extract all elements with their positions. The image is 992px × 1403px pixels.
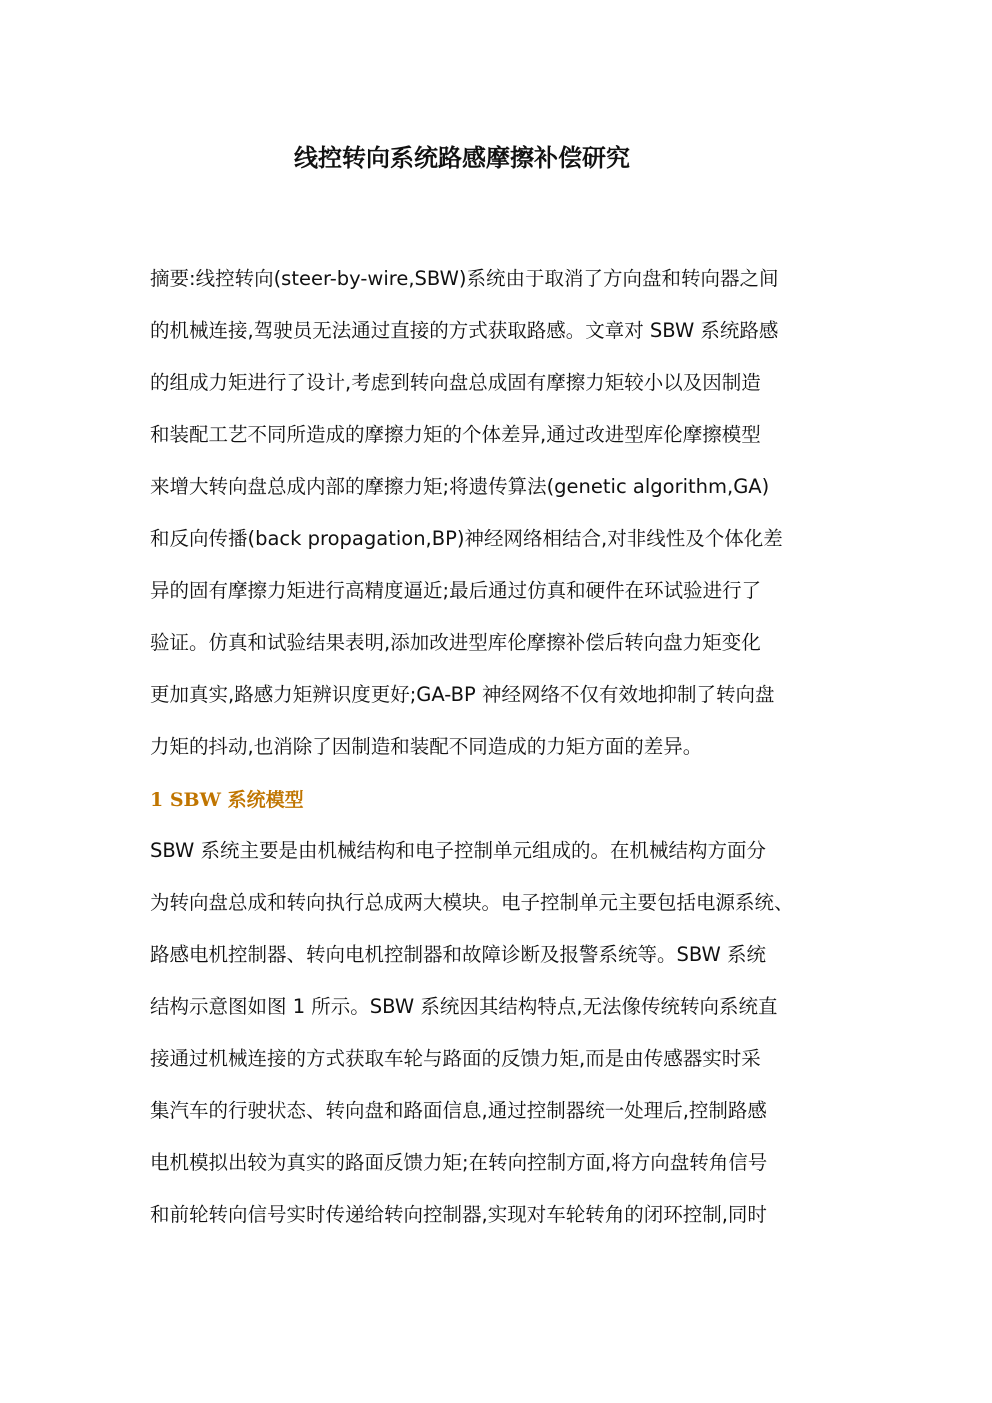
abstract-line: 力矩的抖动,也消除了因制造和装配不同造成的力矩方面的差异。 <box>150 735 703 758</box>
abstract-line: 和装配工艺不同所造成的摩擦力矩的个体差异,通过改进型库伦摩擦模型 <box>150 423 761 446</box>
abstract-line: 验证。仿真和试验结果表明,添加改进型库伦摩擦补偿后转向盘力矩变化 <box>150 631 761 654</box>
abstract-line: 的机械连接,驾驶员无法通过直接的方式获取路感。文章对 SBW 系统路感 <box>150 319 779 342</box>
abstract-line: 异的固有摩擦力矩进行高精度逼近;最后通过仿真和硬件在环试验进行了 <box>150 579 762 602</box>
abstract-line: 的组成力矩进行了设计,考虑到转向盘总成固有摩擦力矩较小以及因制造 <box>150 371 761 394</box>
section-heading: 1 SBW 系统模型 <box>150 789 304 811</box>
body-line: SBW 系统主要是由机械结构和电子控制单元组成的。在机械结构方面分 <box>150 839 767 862</box>
body-line: 路感电机控制器、转向电机控制器和故障诊断及报警系统等。SBW 系统 <box>150 943 767 966</box>
abstract-line: 和反向传播(back propagation,BP)神经网络相结合,对非线性及个体化差 <box>150 527 783 550</box>
body-line: 为转向盘总成和转向执行总成两大模块。电子控制单元主要包括电源系统、 <box>150 891 794 914</box>
body-line: 和前轮转向信号实时传递给转向控制器,实现对车轮转角的闭环控制,同时 <box>150 1203 767 1226</box>
document-title: 线控转向系统路感摩擦补偿研究 <box>294 144 630 172</box>
body-line: 集汽车的行驶状态、转向盘和路面信息,通过控制器统一处理后,控制路感 <box>150 1099 767 1122</box>
body-line: 电机模拟出较为真实的路面反馈力矩;在转向控制方面,将方向盘转角信号 <box>150 1151 768 1174</box>
abstract-line: 摘要:线控转向(steer-by-wire,SBW)系统由于取消了方向盘和转向器之间 <box>150 267 779 290</box>
body-line: 接通过机械连接的方式获取车轮与路面的反馈力矩,而是由传感器实时采 <box>150 1047 761 1070</box>
abstract-line: 更加真实,路感力矩辨识度更好;GA-BP 神经网络不仅有效地抑制了转向盘 <box>150 683 775 706</box>
abstract-line: 来增大转向盘总成内部的摩擦力矩;将遗传算法(genetic algorithm,GA) <box>150 475 770 498</box>
body-line: 结构示意图如图 1 所示。SBW 系统因其结构特点,无法像传统转向系统直 <box>150 995 778 1018</box>
